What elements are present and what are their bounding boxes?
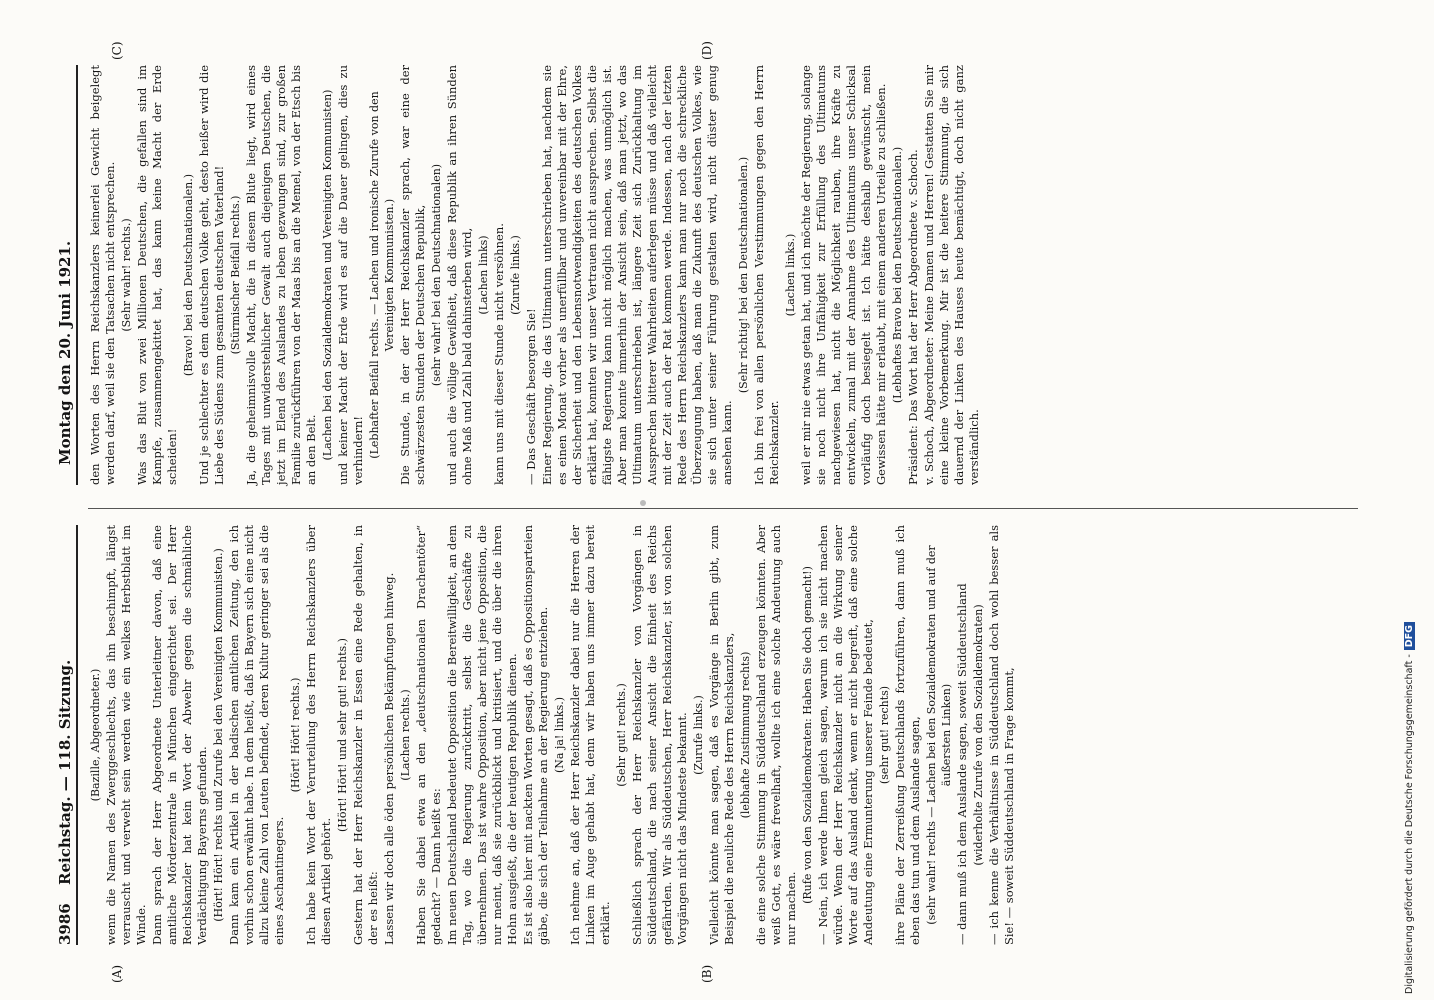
paragraph: — dann muß ich dem Auslande sagen, soweit Süddeutschland bbox=[955, 583, 969, 945]
paragraph: Ja, die geheimnisvolle Macht, die in diesem Blute liegt, wird eines Tages mit unwiderstehlicher Gewalt auch diejenigen Deutschen, die jetzt im Elend des Auslandes zu leben gezwungen sind, zur großen Familie zurückführen von der Maas bis an die Memel, von der Etsch bis an den Belt. bbox=[244, 65, 318, 485]
paragraph: Und je schlechter es dem deutschen Volke geht, desto heißer wird die Liebe des Südens zum gesamten deutschen Vaterland! bbox=[197, 65, 226, 485]
paragraph: (Sehr wahr! rechts.) bbox=[120, 218, 133, 332]
paragraph: und keiner Macht der Erde wird es auf die Dauer gelingen, dies zu verhindern! bbox=[336, 65, 365, 485]
margin-mark-d: (D) bbox=[700, 41, 714, 60]
paragraph: Die Stunde, in der der Herr Reichskanzler sprach, war eine der schwärzesten Stunden der Deutschen Republik, bbox=[398, 65, 427, 485]
paragraph: (Hört! Hört! rechts.) bbox=[289, 677, 302, 793]
paragraph: (Lachen rechts.) bbox=[399, 689, 412, 781]
paragraph: (Hört! Hört! rechts und Zurufe bei den Vereinigten Kommunisten.) bbox=[212, 548, 225, 922]
paragraph: (sehr wahr! bei den Deutschnationalen) bbox=[430, 163, 443, 387]
header-rule-left bbox=[76, 525, 78, 945]
margin-mark-c: (C) bbox=[110, 41, 124, 60]
paragraph: den Worten des Herrn Reichskanzlers keinerlei Gewicht beigelegt werden darf, weil sie den Tatsachen nicht entsprechen. bbox=[88, 65, 117, 485]
digitization-credit bbox=[1404, 0, 1420, 994]
paragraph: (Stürmischer Beifall rechts.) bbox=[229, 195, 242, 355]
paragraph: (Rufe von den Sozialdemokraten: Haben Sie doch gemacht!) bbox=[801, 566, 814, 904]
paragraph: die eine solche Stimmung in Süddeutschland erzeugen könnten. Aber weiß Gott, es wäre frevelhaft, wollte ich eine solche Andeutung auch nur machen. bbox=[754, 525, 798, 945]
paragraph: Ich nehme an, daß der Herr Reichskanzler dabei nur die Herren der Linken im Auge gehabt hat, denn wir haben uns immer dazu bereit erklärt. bbox=[568, 525, 612, 945]
paragraph: (Bazille, Abgeordneter.) bbox=[89, 668, 102, 802]
paragraph: Ich habe kein Wort der Verurteilung des Herrn Reichskanzlers über diesen Artikel gehört. bbox=[304, 525, 333, 945]
margin-mark-a: (A) bbox=[110, 964, 124, 983]
paragraph: (lebhafte Zustimmung rechts) bbox=[739, 651, 752, 819]
paragraph: (Sehr richtig! bei den Deutschnationalen.) bbox=[737, 156, 750, 394]
header-left-title: Reichstag. — 118. Sitzung. bbox=[56, 659, 74, 885]
scan-speck bbox=[640, 500, 646, 506]
paragraph: Lassen wir doch alle öden persönlichen Bekämpfungen hinweg. bbox=[382, 572, 396, 945]
credit-text: Digitalisierung gefördert durch die Deutsche Forschungsgemeinschaft - bbox=[1404, 654, 1415, 994]
paragraph: (Na ja! links.) bbox=[553, 696, 566, 774]
paragraph: Schließlich sprach der Herr Reichskanzler von Vorgängen in Süddeutschland, die nach seiner Ansicht die Einheit des Reichs gefährden. Wir als Süddeutschen, Herr Reichskanzler, ist von solchen Vorgängen nicht das Mindeste bekannt. bbox=[630, 525, 689, 945]
paragraph: — Nein, ich werde Ihnen gleich sagen, warum ich sie nicht machen würde. Wenn der Herr Reichskanzler nicht an die Wirkung seiner Worte auf das Ausland denkt, wenn er nicht begreift, daß eine solche Andeutung eine Ermunterung unserer Feinde bedeutet, bbox=[816, 525, 875, 945]
header-right-date: Montag den 20. Juni 1921. bbox=[56, 240, 74, 465]
paragraph: ihre Pläne der Zerreißung Deutschlands fortzuführen, dann muß ich eben das tun und dem Auslande sagen, bbox=[893, 525, 922, 945]
paragraph: Gestern hat der Herr Reichskanzler in Essen eine Rede gehalten, in der es heißt: bbox=[351, 525, 380, 945]
paragraph: v. Schoch, Abgeordneter: Meine Damen und Herren! Gestatten Sie mir eine kleine Vorbemerkung. Mir ist die heitere Stimmung, die sich dauernd der Linken des Hauses heute bemächtigt, doch nicht ganz verständlich. bbox=[922, 65, 981, 485]
paragraph: weil er mir nie etwas getan hat, und ich möchte der Regierung, solange sie noch nicht ihre Unfähigkeit zur Erfüllung des Ultimatums nachgewiesen hat, nicht die Möglichkeit rauben, ihre Kräfte zu entwickeln, zumal mit der Annahme des Ultimatums unser Schicksal vorläufig doch besiegelt ist. Ich hätte deshalb gewünscht, mein Gewissen hätte mir erlaubt, mit einem anderen Urteile zu schließen. bbox=[799, 65, 888, 485]
paragraph: (Zurufe links.) bbox=[509, 235, 522, 315]
paragraph: (sehr wahr! rechts — Lachen bei den Sozialdemokraten und auf der äußersten Linken) bbox=[925, 545, 953, 925]
dfg-logo: DFG bbox=[1404, 622, 1415, 650]
paragraph: (Zurufe links.) bbox=[692, 695, 705, 775]
paragraph: (Bravo! bei den Deutschnationalen.) bbox=[182, 173, 195, 377]
paragraph: (Hört! Hört! und sehr gut! rechts.) bbox=[336, 638, 349, 832]
paragraph: Einer Regierung, die das Ultimatum unterschrieben hat, nachdem sie es einen Monat vorher als unerfüllbar und unvereinbar mit der Ehre, der Sicherheit und den Lebensnotwendigkeiten des deutschen Volkes erklärt hat, konnten wir unser Vertrauen nicht aussprechen. Selbst die fähigste Regierung kann nicht möglich machen, was unmöglich ist. Aber man konnte immerhin der Ansicht sein, daß man jetzt, wo das Ultimatum unterschrieben ist, längere Zeit sich Zurückhaltung im Aussprechen bitterer Wahrheiten auferlegen müsse und daß vielleicht mit der Zeit auch der Rat kommen werde. Indessen, nach der letzten Rede des Herrn Reichskanzlers kann man nur noch die schreckliche Überzeugung haben, daß man die Zukunft des deutschen Volkes, wie sie sich unter seiner Führung gestalten wird, nicht düster genug ansehen kann. bbox=[540, 65, 734, 485]
paragraph: (Lachen links.) bbox=[784, 233, 797, 317]
margin-mark-b: (B) bbox=[700, 964, 714, 983]
paragraph: Präsident: Das Wort hat der Herr Abgeordnete v. Schoch. bbox=[906, 149, 920, 485]
paragraph: kann uns mit dieser Stunde nicht versöhnen. bbox=[492, 223, 506, 485]
paragraph: Dann sprach der Herr Abgeordnete Unterleitner davon, daß eine amtliche Mörderzentrale in München eingerichtet sei. Der Herr Reichskanzler hat kein Wort der Abwehr gegen die schmähliche Verdächtigung Bayerns gefunden. bbox=[150, 525, 209, 945]
paragraph: — ich kenne die Verhältnisse in Süddeutschland doch wohl besser als Sie! — soweit Süddeutschland in Frage kommt, bbox=[987, 525, 1016, 945]
paragraph: Vielleicht könnte man sagen, daß es Vorgänge in Berlin gibt, zum Beispiel die neuliche Rede des Herrn Reichskanzlers, bbox=[707, 525, 736, 945]
paragraph: Es ist also hier mit nackten Worten gesagt, daß es Oppositionsparteien gäbe, die sich der Teilnahme an der Regierung entziehen. bbox=[521, 525, 550, 945]
paragraph: (Lebhaftes Bravo bei den Deutschnationalen.) bbox=[891, 146, 904, 404]
paragraph: (Lachen bei den Sozialdemokraten und Vereinigten Kommunisten) bbox=[321, 89, 334, 461]
paragraph: (Lachen links) bbox=[477, 235, 490, 315]
paragraph: — Das Geschäft besorgen Sie! bbox=[524, 308, 538, 485]
page-number: 3986 bbox=[56, 903, 74, 945]
left-text-column bbox=[88, 525, 1018, 945]
paragraph: Haben Sie dabei etwa an den „deutschnationalen Drachentöter“ gedacht? — Dann heißt es: bbox=[414, 525, 443, 945]
page-header bbox=[50, 45, 84, 945]
paragraph: Was das Blut von zwei Millionen Deutschen, die gefallen sind im Kampfe, zusammengekittet hat, das kann keine Macht der Erde scheiden! bbox=[135, 65, 179, 485]
paragraph: (Sehr gut! rechts.) bbox=[615, 683, 628, 787]
paragraph: und auch die völlige Gewißheit, daß diese Republik an ihren Sünden ohne Maß und Zahl bald dahinsterben wird, bbox=[445, 65, 474, 485]
paragraph: (sehr gut! rechts) bbox=[878, 685, 891, 785]
column-divider bbox=[88, 508, 1358, 509]
paragraph: wenn die Namen des Zwerggeschlechts, das ihn beschimpft, längst verrauscht und verweht sein werden wie ein welkes Herbstblatt im Winde. bbox=[104, 525, 148, 945]
paragraph: Ich bin frei von allen persönlichen Verstimmungen gegen den Herrn Reichskanzler. bbox=[752, 65, 781, 485]
paragraph: Dann kam ein Artikel in der badischen amtlichen Zeitung, den ich vorhin schon erwähnt habe. In dem heißt, daß in Bayern sich eine nicht allzu kleine Zahl von Leuten befindet, deren Kultur geringer sei als die eines Aschantinegers. bbox=[227, 525, 286, 945]
rotated-protocol-page bbox=[40, 25, 1380, 983]
paragraph: (widerholte Zurufe von den Sozialdemokraten) bbox=[972, 604, 985, 866]
paragraph: (Lebhafter Beifall rechts. — Lachen und ironische Zurufe von den Vereinigten Kommunisten.) bbox=[368, 91, 396, 459]
right-text-column bbox=[88, 65, 983, 485]
header-rule-right bbox=[76, 65, 78, 485]
paragraph: Im neuen Deutschland bedeutet Opposition die Bereitwilligkeit, an dem Tag, wo die Regierung zurücktritt, selbst die Geschäfte zu übernehmen. Das ist wahre Opposition, aber nicht jene Opposition, die nur meint, daß sie zurückblickt und kritisiert, und die über die ihren Hohn ausgießt, die der heutigen Republik dienen. bbox=[445, 525, 519, 945]
